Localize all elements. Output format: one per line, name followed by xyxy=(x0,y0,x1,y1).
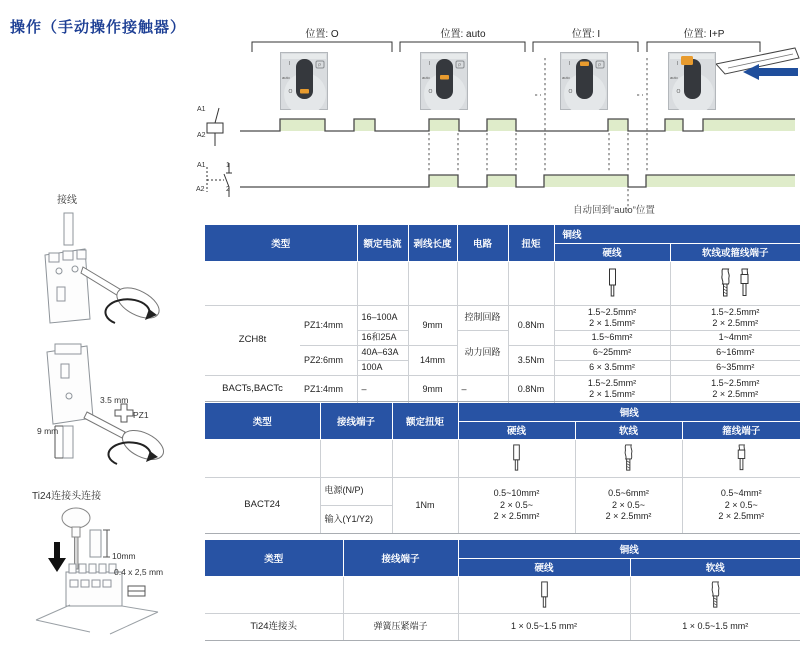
svg-text:P: P xyxy=(318,62,322,68)
table-bact24-wiring xyxy=(205,403,800,533)
t1-flex-4: 6~35mm² xyxy=(670,361,800,376)
t1-type-zch8t: ZCH8t xyxy=(205,305,300,376)
t1-header-torque: 扭矩 xyxy=(508,225,554,261)
t1-header-rigid: 硬线 xyxy=(554,243,670,261)
t2-header-flex: 软线 xyxy=(575,421,682,439)
t1-rigid-4: 6 × 3.5mm² xyxy=(554,361,670,376)
t1-bact-flex: 1.5~2.5mm² 2 × 2.5mm² xyxy=(670,376,800,403)
t1-header-type: 类型 xyxy=(205,225,357,261)
timing-diagram xyxy=(195,20,800,220)
table-row xyxy=(205,477,800,505)
svg-text:P: P xyxy=(458,62,462,68)
t2-header-torque: 额定扭矩 xyxy=(392,403,458,439)
coil-a2-label: A2 xyxy=(197,132,206,139)
switch-image-position-auto xyxy=(420,52,468,110)
rigid-wire-icon xyxy=(538,581,551,609)
coil-a1-label: A1 xyxy=(197,106,206,113)
flex-wire-icon-cell xyxy=(630,576,800,613)
illustration-pz-screwdriver xyxy=(25,340,200,485)
pz1-cross-icon xyxy=(115,404,133,422)
section-brackets xyxy=(252,42,760,52)
t2-header-copper: 铜线 xyxy=(458,403,800,421)
screwdriver xyxy=(62,508,90,569)
t1-header-circuit: 电路 xyxy=(457,225,508,261)
t1-bact-current: – xyxy=(357,376,408,403)
t2-header-rigid: 硬线 xyxy=(458,421,575,439)
t1-header-current: 额定电流 xyxy=(357,225,408,261)
t3-header-copper: 铜线 xyxy=(458,540,800,558)
t1-header-copper: 铜线 xyxy=(554,225,800,243)
coil-trace xyxy=(240,119,795,131)
t3-header-rigid: 硬线 xyxy=(458,558,630,576)
pz-depth-label: 3.5 mm xyxy=(100,395,129,405)
t1-circuit-power: 动力回路 xyxy=(457,331,508,376)
t2-terminal-input: 输入(Y1/Y2) xyxy=(320,505,392,533)
pz1-label: PZ1 xyxy=(133,410,149,420)
t1-current-2: 16和25A xyxy=(357,331,408,346)
svg-text:I: I xyxy=(569,61,571,67)
svg-text:auto: auto xyxy=(282,75,290,80)
t3-header-type: 类型 xyxy=(205,540,343,576)
t1-current-4: 100A xyxy=(357,361,408,376)
flex-wire-icon-cell xyxy=(575,439,682,477)
table-zch8t-wiring xyxy=(205,225,800,403)
rigid-wire-icon xyxy=(606,268,619,298)
t2-terminal-power: 电源(N/P) xyxy=(320,477,392,505)
flex-wire-icon xyxy=(719,268,732,298)
t2-rigid: 0.5~10mm² 2 × 0.5~ 2 × 2.5mm² xyxy=(458,477,575,533)
t3-header-flex: 软线 xyxy=(630,558,800,576)
empty-cell xyxy=(205,576,343,613)
wire xyxy=(90,530,101,557)
illustration-wiring xyxy=(35,207,195,335)
screwdriver-icon xyxy=(716,48,799,80)
ti24-caption: Ti24连接头连接 xyxy=(32,491,102,502)
contact-a2-label: A2 xyxy=(196,186,205,193)
contact-trace xyxy=(240,175,795,187)
orange-marker xyxy=(580,62,589,67)
ferrule-icon xyxy=(735,444,748,472)
table3-bottom-line xyxy=(205,640,800,641)
strip-10mm-label: 10mm xyxy=(112,551,136,561)
table-row xyxy=(205,305,800,331)
rigid-wire-icon-cell xyxy=(458,576,630,613)
t1-rigid-1: 1.5~2.5mm² 2 × 1.5mm² xyxy=(554,305,670,331)
coil-symbol xyxy=(207,108,223,146)
t2-icon-row xyxy=(205,439,800,477)
t2-torque: 1Nm xyxy=(392,477,458,533)
position-label-i: 位置: I xyxy=(571,29,601,40)
flex-wire-icon xyxy=(709,581,722,609)
svg-text:O: O xyxy=(568,89,573,95)
svg-text:O: O xyxy=(428,89,433,95)
t1-icon-row xyxy=(205,261,800,305)
auto-return-note: 自动回到“auto”位置 xyxy=(573,205,655,216)
t1-strip-2: 14mm xyxy=(408,346,457,376)
table-ti24-wiring xyxy=(205,540,800,640)
empty-cell xyxy=(343,576,458,613)
svg-text:I: I xyxy=(429,61,431,67)
position-label-o: 位置: O xyxy=(305,29,339,40)
t3-icon-row xyxy=(205,576,800,613)
panel-sketch xyxy=(36,605,158,634)
empty-cell xyxy=(205,261,300,305)
t1-pz1: PZ1:4mm xyxy=(300,305,357,346)
contact-2-label: 2 xyxy=(226,186,230,193)
t3-terminal: 弹簧压紧端子 xyxy=(343,613,458,640)
t3-flex: 1 × 0.5~1.5 mm² xyxy=(630,613,800,640)
t3-header-terminal: 接线端子 xyxy=(343,540,458,576)
page-title: 操作（手动操作接触器） xyxy=(10,19,187,36)
switch-image-position-i xyxy=(560,52,608,110)
position-label-ip: 位置: I+P xyxy=(683,29,725,40)
contact-a1-label: A1 xyxy=(197,162,206,169)
empty-cell xyxy=(457,261,508,305)
t2-header-terminal: 接线端子 xyxy=(320,403,392,439)
t1-flex-3: 6~16mm² xyxy=(670,346,800,361)
switch-image-position-ip xyxy=(668,52,716,110)
t1-header-strip: 剥线长度 xyxy=(408,225,457,261)
flex-wire-icon xyxy=(622,444,635,472)
empty-cell xyxy=(357,261,408,305)
t1-rigid-3: 6~25mm² xyxy=(554,346,670,361)
t1-bact-circuit: – xyxy=(457,376,508,403)
ferrule-icon-cell xyxy=(682,439,800,477)
t1-circuit-control: 控制回路 xyxy=(457,305,508,331)
rigid-wire-icon-cell xyxy=(458,439,575,477)
t1-current-1: 16–100A xyxy=(357,305,408,331)
t1-bact-torque: 0.8Nm xyxy=(508,376,554,403)
svg-text:auto: auto xyxy=(670,75,678,80)
t1-pz2: PZ2:6mm xyxy=(300,346,357,376)
t1-strip-1: 9mm xyxy=(408,305,457,346)
t2-header-type: 类型 xyxy=(205,403,320,439)
t2-flex: 0.5~6mm² 2 × 0.5~ 2 × 2.5mm² xyxy=(575,477,682,533)
ferrule-icon xyxy=(738,268,751,298)
svg-text:auto: auto xyxy=(422,75,430,80)
t1-flex-2: 1~4mm² xyxy=(670,331,800,346)
table-row xyxy=(205,613,800,640)
table-row xyxy=(205,376,800,403)
din-module xyxy=(47,346,93,424)
svg-text:O: O xyxy=(676,89,681,95)
t1-torque-2: 3.5Nm xyxy=(508,346,554,376)
t3-type: Ti24连接头 xyxy=(205,613,343,640)
empty-cell xyxy=(320,439,392,477)
position-label-auto: 位置: auto xyxy=(440,29,486,40)
t1-type-bact: BACTs,BACTc xyxy=(205,376,300,403)
table1-bottom-line xyxy=(205,401,800,402)
empty-cell xyxy=(408,261,457,305)
svg-text:O: O xyxy=(288,89,293,95)
orange-marker xyxy=(681,56,693,65)
flex-ferrule-icons-cell xyxy=(670,261,800,305)
t1-bact-strip: 9mm xyxy=(408,376,457,403)
empty-cell xyxy=(205,439,320,477)
svg-text:auto: auto xyxy=(562,75,570,80)
t1-rigid-2: 1.5~6mm² xyxy=(554,331,670,346)
t1-current-3: 40A–63A xyxy=(357,346,408,361)
wire xyxy=(64,213,73,245)
wire xyxy=(63,426,73,458)
empty-cell xyxy=(392,439,458,477)
t2-type: BACT24 xyxy=(205,477,320,533)
t1-torque-1: 0.8Nm xyxy=(508,305,554,346)
svg-text:P: P xyxy=(598,62,602,68)
strip-9mm-label: 9 mm xyxy=(37,426,59,436)
t2-ferrule: 0.5~4mm² 2 × 0.5~ 2 × 2.5mm² xyxy=(682,477,800,533)
t1-bact-rigid: 1.5~2.5mm² 2 × 1.5mm² xyxy=(554,376,670,403)
switch-image-position-o xyxy=(280,52,328,110)
t1-bact-pz: PZ1:4mm xyxy=(300,376,357,403)
t1-flex-1: 1.5~2.5mm² 2 × 2.5mm² xyxy=(670,305,800,331)
empty-cell xyxy=(508,261,554,305)
t3-rigid: 1 × 0.5~1.5 mm² xyxy=(458,613,630,640)
t2-header-ferrule: 箍线端子 xyxy=(682,421,800,439)
svg-text:I: I xyxy=(677,61,679,67)
orange-marker xyxy=(300,89,309,94)
contact-1-label: 1 xyxy=(226,162,230,169)
blade-size-label: 0.4 x 2,5 mm xyxy=(114,567,164,577)
svg-text:I: I xyxy=(289,61,291,67)
rigid-wire-icon xyxy=(510,444,523,472)
wiring-label: 接线 xyxy=(57,195,77,206)
down-arrow-icon xyxy=(48,542,66,572)
orange-marker xyxy=(440,75,449,80)
t1-header-flex: 软线或箍线端子 xyxy=(670,243,800,261)
table2-bottom-line xyxy=(205,533,800,534)
empty-cell xyxy=(300,261,357,305)
rigid-wire-icon-cell xyxy=(554,261,670,305)
